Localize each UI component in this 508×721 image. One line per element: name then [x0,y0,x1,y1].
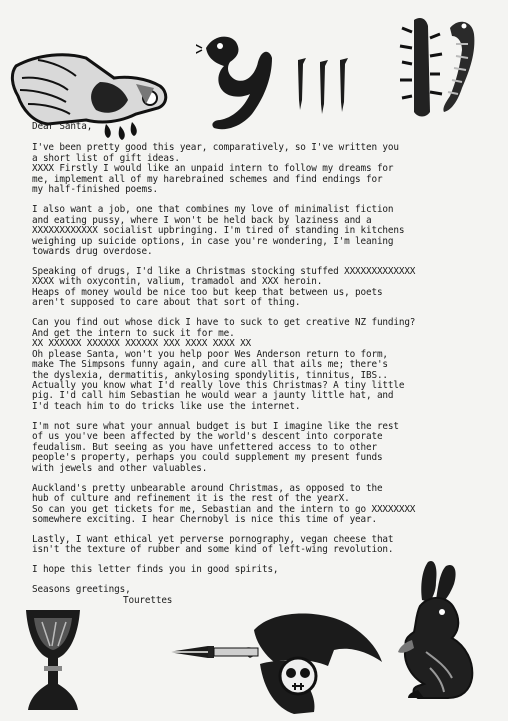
letter-paragraph-wishes: I hope this letter finds you in good spirits, [32,564,279,576]
letter-body [32,122,482,606]
letter-signature: Tourettes [123,594,173,606]
letter-paragraph-drugs: Speaking of drugs, I'd like a Christmas stocking stuffed XXXXXXXXXXXXX XXXX with oxycontin, valium, tramadol and XXX heroin. Heaps of money would be nice too but keep that between us, poets aren't supposed to care about that sort of thing. [32,265,416,309]
rabbit-stamp [390,556,490,706]
skull-dagger-stamp [164,606,386,718]
chalice-stamp [22,606,84,716]
letter-closing: Seasons greetings, [32,584,131,596]
letter-paragraph-budget: I'm not sure what your annual budget is but I imagine like the rest of us you've been affected by the world's descent into corporate feudalism. But seeing as you have unfettered access to to other people's property, perhaps you could supplement my present funds with jewels and other valuables. [32,420,399,474]
letter-paragraph-funding: Can you find out whose dick I have to suck to get creative NZ funding? And get the intern to suck it for me. XX XXXXXX XXXXXX XXXXXX XXX XXXX XXXX XX Oh please Santa, won't you help poor Wes Anderson return to form, make The Simpsons funny again, and cure all that ails me; there's the dyslexia, dermatitis, ankylosing spondylitis, tinnitus, IBS.. Actually you know what I'd really love this Christmas? A tiny little pig. I'd call him Sebastian he would wear a jaunty little hat, and I'd teach him to do tricks like use the internet. [32,317,416,412]
letter-paragraph-lastly: Lastly, I want ethical yet perverse pornography, vegan cheese that isn't the texture of rubber and some kind of left-wing revolution. [32,533,394,556]
cactus-and-worm-stamp [390,8,490,130]
letter-paragraph-gift-list: I've been pretty good this year, comparatively, so I've written you a short list of gift ideas. XXXX Firstly I would like an unpaid intern to follow my dreams for me, implement all of my harebrained schemes and find endings for my half-finished poems. [32,142,399,196]
letter-paragraph-auckland: Auckland's pretty unbearable around Christmas, as opposed to the hub of culture and refinement it is the rest of the yearX. So can you get tickets for me, Sebastian and the intern to go XXXXXXXX somewhere exciting. I hear Chernobyl is nice this time of year. [32,482,416,525]
letter-paragraph-job: I also want a job, one that combines my love of minimalist fiction and eating pussy, where I won't be held back by laziness and a XXXXXXXXXXXX socialist upbringing. I'm tired of standing in kitchens weighing up suicide options, in case you're wondering, I'm leaning towards drug overdose. [32,204,405,258]
nails-stamp [292,56,362,118]
letter-greeting: Dear Santa, [32,121,93,132]
